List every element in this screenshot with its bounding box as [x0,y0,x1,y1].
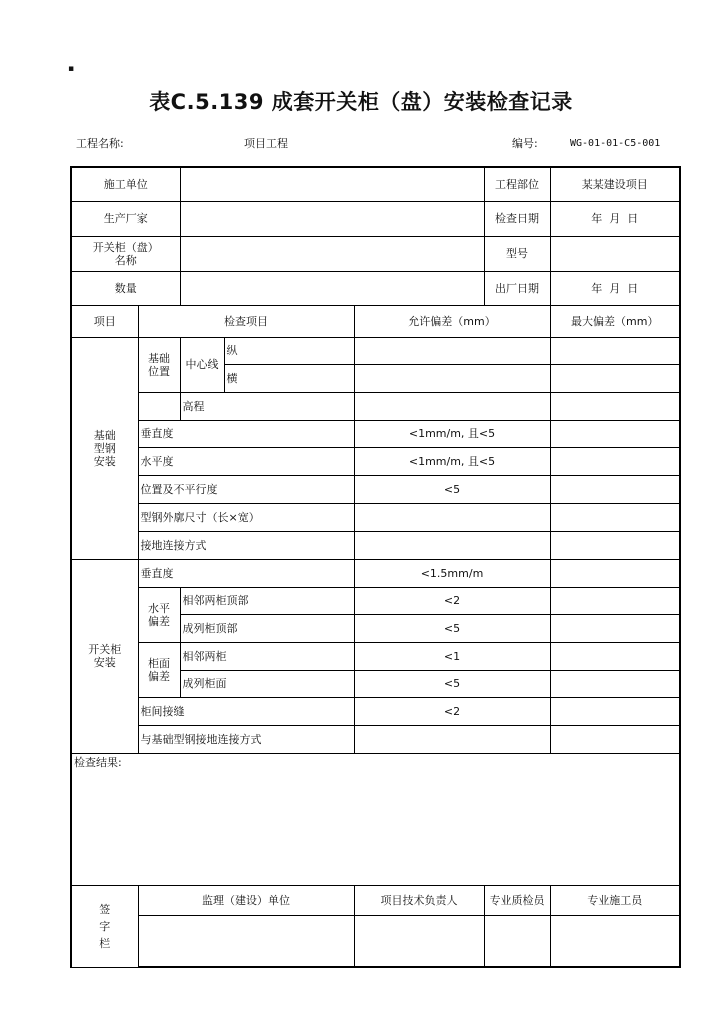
column-allowed-deviation: 允许偏差（mm） [354,305,550,337]
grounding-method-max[interactable] [550,531,680,559]
position-parallel-label: 位置及不平行度 [138,475,354,503]
row-top-max[interactable] [550,614,680,642]
position-parallel-max[interactable] [550,475,680,503]
face-deviation-label: 柜面偏差 [138,642,180,697]
longitudinal-allowed[interactable] [354,337,550,364]
elevation-allowed[interactable] [354,392,550,420]
cabinet-name-value[interactable] [180,236,484,271]
construction-unit-label: 施工单位 [71,167,180,201]
factory-date-label: 出厂日期 [484,271,550,305]
project-part-value[interactable]: 某某建设项目 [550,167,680,201]
doc-number-label: 编号: [512,137,538,150]
center-line-label: 中心线 [180,337,224,392]
cabinet-verticality-max[interactable] [550,559,680,587]
adjacent-top-allowed: <2 [354,587,550,614]
model-value[interactable] [550,236,680,271]
column-check-item: 检查项目 [138,305,354,337]
construction-unit-value[interactable] [180,167,484,201]
elevation-label: 高程 [180,392,354,420]
column-max-deviation: 最大偏差（mm） [550,305,680,337]
transverse-max[interactable] [550,364,680,392]
elevation-max[interactable] [550,392,680,420]
section-cabinet-installation: 开关柜安装 [71,559,138,753]
adjacent-face-max[interactable] [550,642,680,670]
signature-tech-lead-label: 项目技术负责人 [354,885,484,915]
row-top-allowed: <5 [354,614,550,642]
cabinet-name-label: 开关柜（盘） 名称 [71,236,180,271]
row-top-label: 成列柜顶部 [180,614,354,642]
verticality-max[interactable] [550,420,680,447]
verticality-label: 垂直度 [138,420,354,447]
adjacent-top-label: 相邻两柜顶部 [180,587,354,614]
inspection-date-value[interactable]: 年 月 日 [550,201,680,236]
inspection-date-label: 检查日期 [484,201,550,236]
signature-supervision-label: 监理（建设）单位 [138,885,354,915]
page-mark: ▪ [68,64,75,74]
adjacent-face-label: 相邻两柜 [180,642,354,670]
cabinet-verticality-allowed: <1.5mm/m [354,559,550,587]
verticality-allowed: <1mm/m, 且<5 [354,420,550,447]
signature-column-label: 签字栏 [71,885,138,967]
cabinet-grounding-label: 与基础型钢接地连接方式 [138,725,354,753]
grounding-method-allowed[interactable] [354,531,550,559]
project-name-label: 工程名称: [76,137,124,150]
transverse-label: 横 [224,364,354,392]
levelness-max[interactable] [550,447,680,475]
levelness-allowed: <1mm/m, 且<5 [354,447,550,475]
longitudinal-max[interactable] [550,337,680,364]
model-label: 型号 [484,236,550,271]
horizontal-deviation-label: 水平偏差 [138,587,180,642]
signature-quality-inspector-label: 专业质检员 [484,885,550,915]
manufacturer-label: 生产厂家 [71,201,180,236]
quantity-label: 数量 [71,271,180,305]
column-item: 项目 [71,305,138,337]
cabinet-gap-label: 柜间接缝 [138,697,354,725]
adjacent-top-max[interactable] [550,587,680,614]
signature-quality-inspector-field[interactable] [484,915,550,967]
foundation-position-label: 基础位置 [138,337,180,392]
manufacturer-value[interactable] [180,201,484,236]
levelness-label: 水平度 [138,447,354,475]
cabinet-gap-allowed: <2 [354,697,550,725]
doc-number-value: WG-01-01-C5-001 [570,138,661,149]
factory-date-value[interactable]: 年 月 日 [550,271,680,305]
grounding-method-label: 接地连接方式 [138,531,354,559]
page-title: 表C.5.139 成套开关柜（盘）安装检查记录 [149,90,573,114]
outline-size-allowed[interactable] [354,503,550,531]
cabinet-verticality-label: 垂直度 [138,559,354,587]
signature-tech-lead-field[interactable] [354,915,484,967]
cabinet-grounding-max[interactable] [550,725,680,753]
cabinet-grounding-allowed[interactable] [354,725,550,753]
signature-supervision-field[interactable] [138,915,354,967]
cabinet-gap-max[interactable] [550,697,680,725]
row-face-allowed: <5 [354,670,550,697]
adjacent-face-allowed: <1 [354,642,550,670]
row-face-max[interactable] [550,670,680,697]
signature-constructor-label: 专业施工员 [550,885,680,915]
project-name-value: 项目工程 [244,137,288,150]
outline-size-max[interactable] [550,503,680,531]
project-part-label: 工程部位 [484,167,550,201]
inspection-result[interactable]: 检查结果: [71,753,680,885]
quantity-value[interactable] [180,271,484,305]
section-foundation-steel: 基础型钢安装 [71,337,138,559]
signature-constructor-field[interactable] [550,915,680,967]
transverse-allowed[interactable] [354,364,550,392]
outline-size-label: 型钢外廓尺寸（长×宽） [138,503,354,531]
longitudinal-label: 纵 [224,337,354,364]
row-face-label: 成列柜面 [180,670,354,697]
position-parallel-allowed: <5 [354,475,550,503]
inspection-record-table [70,166,681,968]
